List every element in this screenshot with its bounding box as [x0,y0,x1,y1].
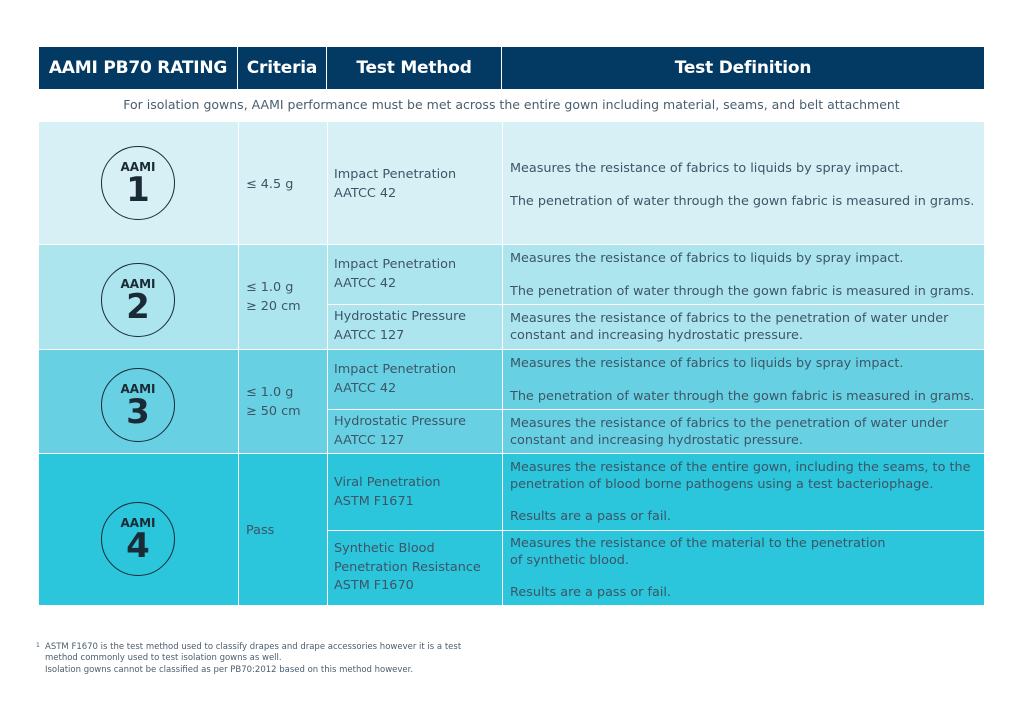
badge-number: 3 [126,392,150,432]
method-name: Viral Penetration [334,475,441,490]
badge-number: 4 [126,526,150,566]
method-code: ASTM F1670 [334,578,414,594]
method-name: Impact Penetration [334,257,457,272]
test-method-cell [334,361,456,398]
test-definition-cell [510,459,970,525]
method-name: Impact Penetration [334,362,457,377]
definition-text: penetration of blood borne pathogens using a test bacteriophage. [510,477,934,493]
test-definition-cell [510,355,974,406]
criteria-cell [246,522,274,541]
footnote [36,642,539,676]
level-3-row [39,350,984,453]
definition-text: Results are a pass or fail. [510,508,671,524]
definition-text: Measures the resistance of fabrics to the penetration of water under [510,311,949,326]
method-code: AATCC 127 [334,327,405,343]
criteria-value: ≤ 1.0 g [246,280,294,295]
criteria-cell [246,384,301,421]
header-rating: AAMI PB70 RATING [39,47,238,89]
footnote-marker: 1 [36,642,40,649]
footnote-line: ASTM F1670 is the test method used to classify drapes and drape accessories however it is a test [45,642,462,652]
method-name: Penetration Resistance [334,559,481,575]
definition-text: Measures the resistance of fabrics to liquids by spray impact. [510,161,904,176]
definition-text: Measures the resistance of fabrics to the penetration of water under [510,416,949,431]
test-definition-cell [510,310,948,345]
method-code: AATCC 42 [334,275,397,291]
criteria-value: ≥ 50 cm [246,403,301,419]
method-code: AATCC 42 [334,380,397,396]
header-criteria: Criteria [238,47,327,89]
definition-text: Measures the resistance of the entire gown, including the seams, to the [510,460,971,475]
badge-label: AAMI [120,382,156,396]
definition-text: constant and increasing hydrostatic pressure. [510,433,803,449]
criteria-cell [246,176,293,195]
method-code: AATCC 42 [334,185,397,201]
badge-label: AAMI [120,277,156,291]
aami-level-4-badge [101,502,175,576]
criteria-value: ≥ 20 cm [246,298,301,314]
footnote-line: Isolation gowns cannot be classified as per PB70:2012 based on this method however. [45,664,414,675]
test-method-cell [334,256,456,293]
aami-level-1-badge [101,146,175,220]
badge-label: AAMI [120,160,156,174]
definition-text: Measures the resistance of fabrics to liquids by spray impact. [510,356,904,371]
test-definition-cell [510,415,948,450]
badge-label: AAMI [120,516,156,530]
criteria-cell [246,279,301,316]
test-method-cell [334,308,466,345]
header-test-definition: Test Definition [674,58,812,78]
definition-text: Measures the resistance of the material to the penetration [510,536,886,551]
level-2-row [39,245,984,349]
aami-level-3-badge [101,368,175,442]
method-code: AATCC 127 [334,432,405,448]
header-test-method: Test Method [327,47,502,89]
definition-text: constant and increasing hydrostatic pressure. [510,328,803,344]
definition-text: Results are a pass or fail. [510,584,671,600]
method-name: Impact Penetration [334,167,457,182]
test-definition-cell [510,250,974,301]
criteria-value: Pass [246,523,275,538]
level-4-row [39,454,984,605]
aami-level-2-badge [101,263,175,337]
level-1-row [39,122,984,244]
badge-number: 1 [126,170,150,210]
criteria-value: ≤ 4.5 g [246,177,294,192]
test-method-cell [334,166,456,203]
definition-text: of synthetic blood. [510,553,629,569]
method-name: Hydrostatic Pressure [334,414,466,429]
method-name: Hydrostatic Pressure [334,309,466,324]
isolation-gown-note: For isolation gowns, AAMI performance must be met across the entire gown including material, seams, and belt attachment [123,97,900,112]
method-name: Synthetic Blood [334,541,435,556]
test-method-cell [334,540,481,596]
test-method-cell [334,413,466,450]
method-code: ASTM F1671 [334,493,414,509]
test-definition-cell [510,160,974,211]
definition-text: The penetration of water through the gown fabric is measured in grams. [510,193,975,209]
criteria-value: ≤ 1.0 g [246,385,294,400]
table-header [39,47,984,89]
footnote-line: method commonly used to test isolation gowns as well. [45,653,282,664]
badge-number: 2 [126,287,150,327]
test-definition-cell [510,535,885,601]
definition-text: The penetration of water through the gown fabric is measured in grams. [510,388,975,404]
test-method-cell [334,474,441,511]
definition-text: Measures the resistance of fabrics to liquids by spray impact. [510,251,904,266]
definition-text: The penetration of water through the gown fabric is measured in grams. [510,283,975,299]
